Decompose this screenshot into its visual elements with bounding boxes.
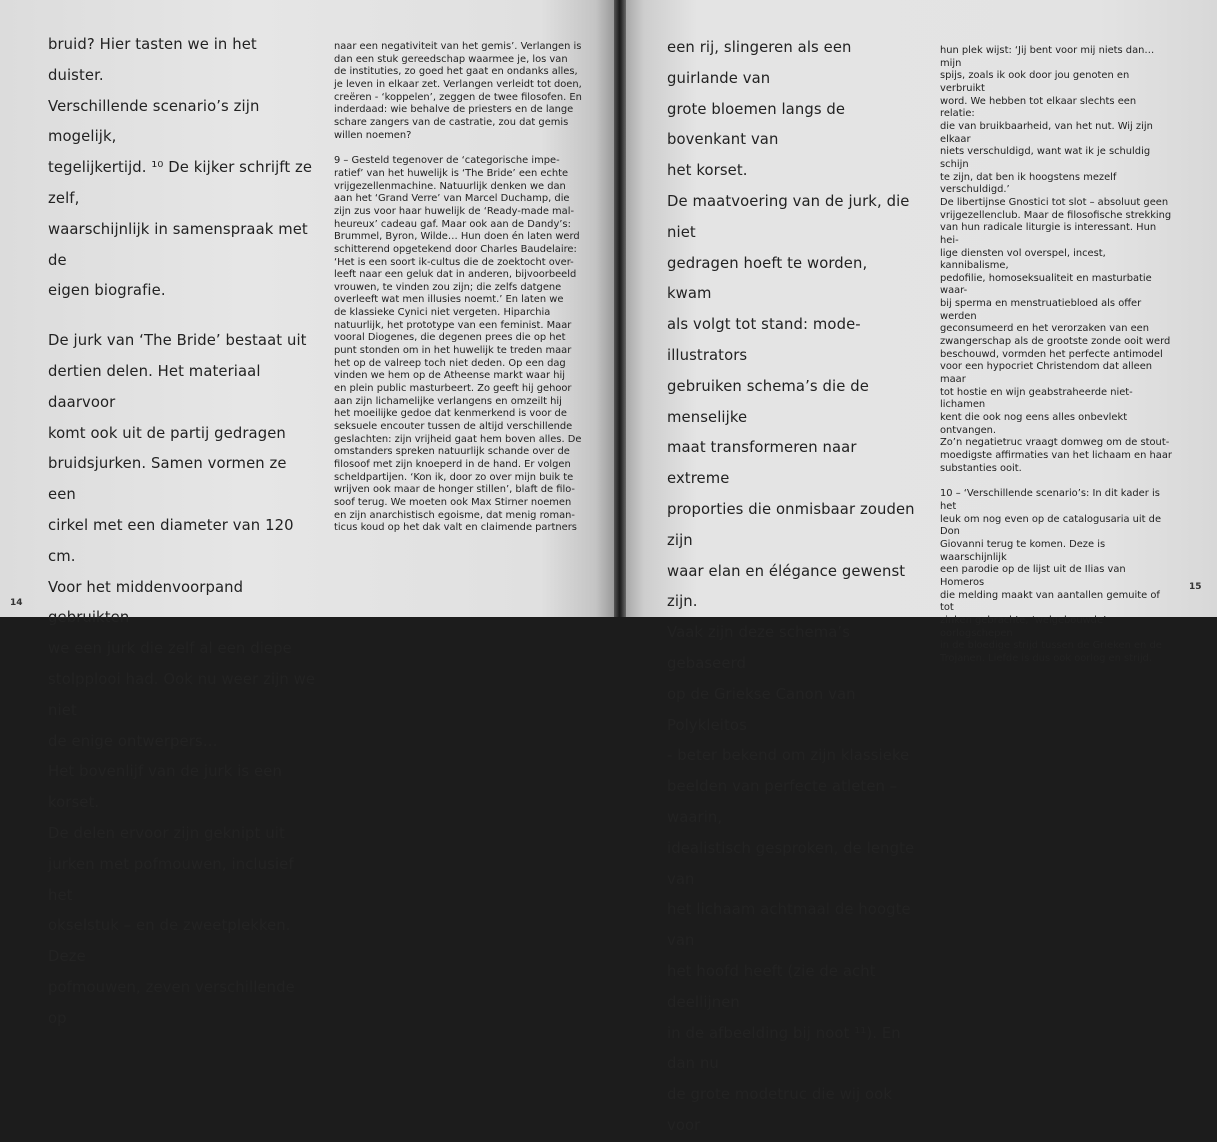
note-line: Brummel, Byron, Wilde… Hun doen én laten werd	[334, 231, 580, 243]
note-line: punt stonden om in het huwelijk te treden maar	[334, 345, 572, 357]
text-line: maat transformeren naar extreme	[667, 439, 857, 488]
note-line: leuk om nog even op de catalogusaria uit de Don	[940, 513, 1162, 538]
text-line: gebruiken schema’s die de menselijke	[667, 377, 869, 426]
note-line: ‘Het is een soort ik-cultus die de zoektocht over-	[334, 256, 574, 268]
note-line: die van bruikbaarheid, van het nut. Wij zijn elkaar	[940, 120, 1153, 145]
text-line: cirkel met een diameter van 120 cm.	[48, 516, 294, 565]
note-line: schitterend opgetekend door Charles Baudelaire:	[334, 243, 577, 255]
note-line: willen noemen?	[334, 129, 412, 141]
text-line: proporties die onmisbaar zouden zijn	[667, 500, 915, 549]
note-line: word. We hebben tot elkaar slechts een relatie:	[940, 95, 1137, 120]
text-line: bruid? Hier tasten we in het duister.	[48, 36, 257, 84]
left-note-column	[334, 41, 596, 535]
note-line: bij sperma en menstruatiebloed als offer werden	[940, 298, 1142, 322]
text-line: als volgt tot stand: mode-illustrators	[667, 316, 861, 364]
text-line: De jurk van ‘The Bride’ bestaat uit	[48, 332, 307, 350]
note-line: aan het ‘Grand Verre’ van Marcel Duchamp, die	[334, 193, 570, 205]
note-line: seksuele encouter tussen de altijd verschillende	[334, 421, 573, 433]
note-line: Zo’n negatietruc vraagt domweg om de stout-	[940, 437, 1170, 449]
note-line: overleeft wat men illusies noemt.’ En laten we	[334, 294, 564, 306]
text-line: tegelijkertijd. ¹⁰ De kijker schrijft ze zelf,	[48, 159, 313, 207]
text-line: Voor het middenvoorpand gebruikten	[48, 578, 244, 627]
note-line: Giovanni terug te komen. Deze is waarschijnlijk	[940, 538, 1106, 563]
text-line: gedragen hoeft te worden, kwam	[667, 254, 868, 303]
note-line: en zijn anarchistisch egoisme, dat menig roman-	[334, 509, 575, 521]
text-line: beelden van perfecte atleten – waarin,	[667, 778, 898, 826]
note-line: inderdaad: wie behalve de priesters en de lange	[334, 104, 574, 116]
text-line: De maatvoering van de jurk, die niet	[667, 192, 910, 241]
text-line: waarschijnlijk in samenspraak met de	[48, 220, 308, 269]
page-number-right: 15	[1189, 582, 1202, 592]
note-line: aan zijn lichamelijke verlangens en omzeilt hij	[334, 395, 562, 407]
note-line: creëren - ‘koppelen’, zeggen de twee filosofen. En	[334, 91, 582, 103]
note-line: in de bloedige strijd tussen de Grieken en de	[940, 640, 1162, 652]
note-line: je leven in elkaar zet. Verlangen verleidt tot doen,	[334, 78, 582, 90]
text-line: Vaak zijn deze schema’s gebaseerd	[667, 624, 851, 672]
text-line: eigen biografie.	[48, 282, 166, 300]
note-line: een parodie op de lijst uit de Ilias van Homeros	[940, 564, 1126, 588]
right-note-column	[940, 45, 1172, 666]
text-line: dertien delen. Het materiaal daarvoor	[48, 362, 261, 411]
text-line: De delen ervoor zijn geknipt uit	[48, 824, 285, 842]
note-line: schare zangers van de castratie, zou dat gemis	[334, 116, 569, 128]
note-line: 10 – ‘Verschillende scenario’s: In dit kader is het	[940, 488, 1160, 512]
text-line: jurken met pofmouwen, inclusief het	[48, 855, 294, 904]
note-line: De libertijnse Gnostici tot slot – absoluut geen	[940, 196, 1169, 208]
note-line: dan een stuk gereedschap waarmee je, los van	[334, 53, 568, 65]
note-line: geslachten: zijn vrijheid gaat hem boven alles. De	[334, 433, 582, 445]
note-line: ticus koud op het dak valt en claimende partners	[334, 522, 577, 534]
note-line: omstanders spreken natuurlijk schande over de	[334, 446, 570, 458]
text-line: in de afbeelding bij noot ¹¹). En dan nu	[667, 1024, 901, 1073]
note-line: zinken gebrachte, ‘welgebouwde’ oorlogschepen	[940, 614, 1107, 639]
note-line: substanties ooit.	[940, 462, 1022, 474]
note-line: vrijgezellenclub. Maar de filosofische strekking	[940, 209, 1172, 221]
note-line: en plein public masturbeert. Zo geeft hij gehoor	[334, 383, 572, 395]
text-line: - beter bekend om zijn klassieke	[667, 747, 910, 765]
text-line: Verschillende scenario’s zijn mogelijk,	[48, 97, 260, 146]
page-number-left: 14	[10, 598, 23, 608]
text-line: waar elan en élégance gewenst zijn.	[667, 562, 906, 611]
text-line: we een jurk die zelf al een diepe	[48, 640, 292, 658]
note-line: het op de valreep toch niet deden. Op een dag	[334, 357, 566, 369]
note-line: moedigste affirmaties van het lichaam en haar	[940, 450, 1172, 461]
note-line: zwangerschap als de grootste zonde ooit werd	[940, 336, 1171, 348]
note-line: kent die ook nog eens alles onbevlekt ontvangen.	[940, 412, 1128, 436]
note-line: vrouwen, te vinden zou zijn; die zelfs datgene	[334, 281, 562, 293]
note-line: heureux’ cadeau gaf. Maar ook aan de Dandy’s:	[334, 218, 571, 230]
note-line: vinden we hem op de Atheense markt waar hij	[334, 370, 565, 382]
note-line: het moeilijke gedoe dat kenmerkend is voor de	[334, 408, 567, 420]
book-gutter	[614, 0, 626, 617]
text-line: Het bovenlijf van de jurk is een korset.	[48, 763, 282, 812]
text-line: idealistisch gesproken, de lengte van	[667, 839, 915, 888]
note-line: Trojanen. Liefde is dus ook oorlog en strijd.	[940, 652, 1152, 664]
note-line: filosoof met zijn knoeperd in de hand. Er volgen	[334, 459, 571, 470]
right-main-column	[667, 33, 915, 1142]
text-line: op de Griekse Canon van Polykleitos	[667, 685, 856, 734]
note-line: ratief’ van het huwelijk is ‘The Bride’ een echte	[334, 167, 569, 179]
text-line: een rij, slingeren als een guirlande van	[667, 39, 852, 87]
note-line: de klassieke Cynici niet vergeten. Hiparchia	[334, 307, 551, 319]
text-line: komt ook uit de partij gedragen	[48, 424, 286, 442]
note-line: wrijven ook maar de honger stillen’, blaft de filo-	[334, 484, 575, 496]
note-line: voor een hypocriet Christendom dat alleen maar	[940, 361, 1153, 386]
note-line: de instituties, zo goed het gaat en ondanks alles,	[334, 66, 578, 78]
note-line: lige diensten vol overspel, incest, kannibalisme,	[940, 247, 1106, 272]
note-line: vrijgezellenmachine. Natuurlijk denken we dan	[334, 180, 566, 192]
note-line: natuurlijk, het prototype van een feminist. Maar	[334, 319, 572, 331]
note-line: leeft naar een geluk dat in anderen, bijvoorbeeld	[334, 269, 577, 281]
left-main-column	[48, 30, 316, 1035]
note-line: soof terug. We moeten ook Max Stirner noemen	[334, 496, 572, 508]
text-line: het korset.	[667, 162, 748, 180]
note-line: pedofilie, homoseksualiteit en masturbatie waar-	[940, 272, 1152, 297]
note-line: te zijn, dat ben ik hoogstens mezelf verschuldigd.’	[940, 171, 1117, 196]
text-line: bruidsjurken. Samen vormen ze een	[48, 455, 287, 504]
note-line: geconsumeerd en het verorzaken van een	[940, 323, 1149, 335]
note-line: tot hostie en wijn geabstraheerde niet-lichamen	[940, 386, 1133, 411]
note-line: scheldpartijen. ‘Kon ik, door zo over mijn buik te	[334, 471, 574, 483]
note-line: niets verschuldigd, want wat ik je schuldig schijn	[940, 146, 1151, 170]
note-line: beschouwd, vormden het perfecte antimodel	[940, 348, 1163, 360]
note-line: vooral Diogenes, die degenen prees die op het	[334, 332, 566, 344]
text-line: pofmouwen, zeven verschillende op	[48, 978, 295, 1027]
note-line: spijs, zoals ik ook door jou genoten en verbruikt	[940, 70, 1130, 94]
note-line: van hun radicale liturgie is interessant. Hun hei-	[940, 222, 1157, 246]
note-line: hun plek wijst: ‘Jij bent voor mij niets dan… mijn	[940, 45, 1155, 69]
note-line: 9 – Gesteld tegenover de ‘categorische impe-	[334, 155, 560, 167]
text-line: het lichaam achtmaal de hoogte van	[667, 901, 911, 950]
text-line: de enige ontwerpers…	[48, 732, 218, 750]
note-line: zijn zus voor haar huwelijk de ‘Ready-made mal-	[334, 205, 575, 217]
text-line: de grote modetruc die wij ook voor	[667, 1086, 892, 1134]
text-line: stolpplooi had. Ook nu weer zijn we niet	[48, 670, 316, 719]
note-line: naar een negativiteit van het gemis’. Verlangen is	[334, 41, 582, 52]
text-line: grote bloemen langs de bovenkant van	[667, 100, 846, 149]
note-line: die melding maakt van aantallen gemuite of tot	[940, 589, 1160, 614]
text-line: okselstuk – en de zweetplekken. Deze	[48, 917, 291, 966]
text-line: het hoofd heeft (zie de acht deellijnen	[667, 962, 876, 1011]
